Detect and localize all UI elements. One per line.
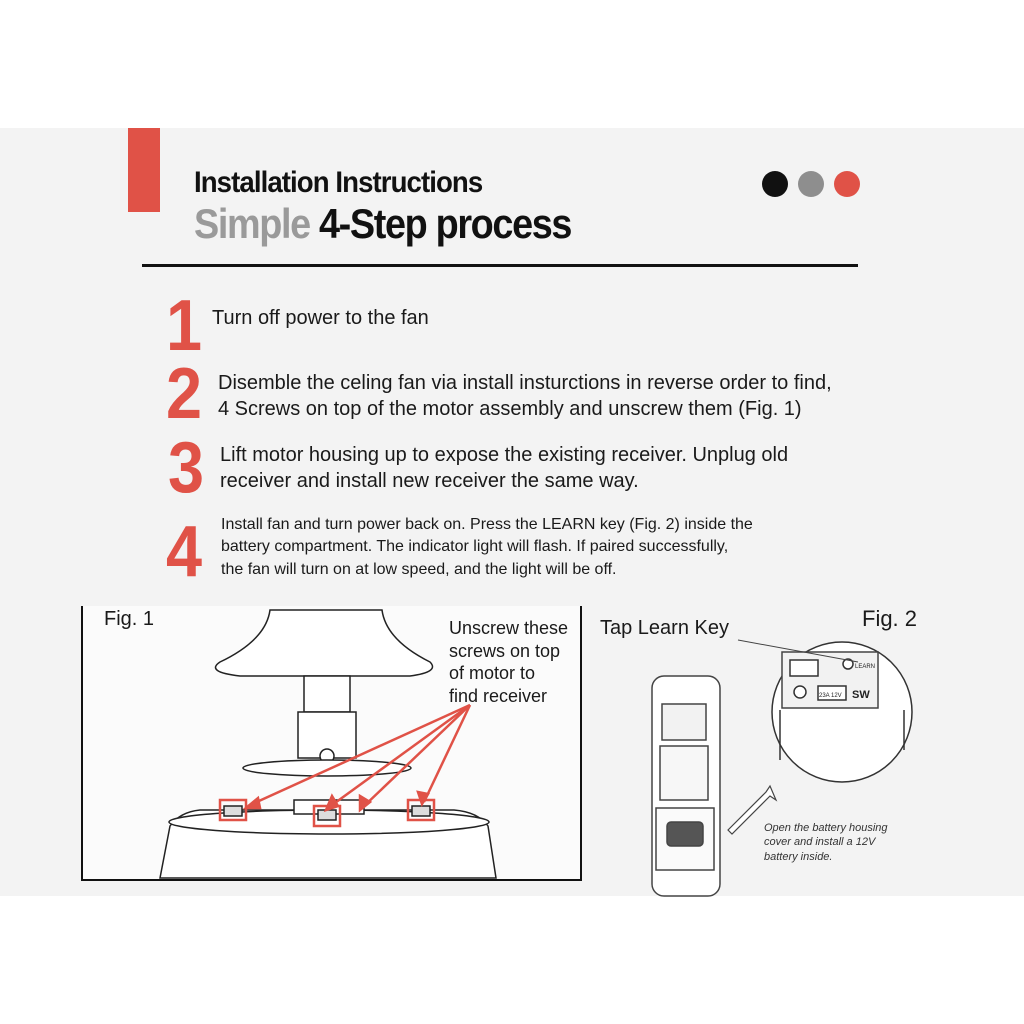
note-line: screws on top: [449, 640, 561, 661]
subtitle-dark-part: 4-Step process: [309, 200, 572, 247]
step-4-line-1: Install fan and turn power back on. Press the LEARN key (Fig. 2) inside the: [221, 516, 753, 533]
battery-spec-label: 23A 12V: [819, 693, 842, 699]
step-1-text: Turn off power to the fan: [212, 307, 429, 329]
battery-compartment-zoom: [772, 642, 912, 782]
page-title: Installation Instructions: [194, 166, 483, 199]
figure-2-label: Fig. 2: [862, 606, 918, 631]
step-4-line-3: the fan will turn on at low speed, and the light will be off.: [221, 560, 617, 578]
step-2-number: 2: [166, 354, 203, 434]
subtitle-gray-part: Simple: [194, 200, 310, 247]
step-1-number: 1: [166, 286, 203, 366]
step-3-line-1: Lift motor housing up to expose the existing receiver. Unplug old: [220, 444, 789, 466]
step-2-line-1: Disemble the celing fan via install insturctions in reverse order to find,: [218, 372, 832, 394]
note-line: Open the battery housing: [764, 822, 888, 834]
step-4-number: 4: [166, 512, 203, 592]
learn-key-label: LEARN: [855, 664, 876, 670]
step-3-number: 3: [168, 428, 205, 508]
step-3-line-2: receiver and install new receiver the same way.: [220, 470, 639, 492]
fan-motor-illustration: [160, 610, 496, 878]
remote-illustration: [652, 676, 720, 896]
note-line: find receiver: [449, 685, 548, 706]
note-line: Unscrew these: [449, 618, 569, 638]
note-line: of motor to: [449, 663, 536, 683]
figure-1-note: [449, 617, 589, 707]
step-4-line-2: battery compartment. The indicator light will flash. If paired successfully,: [221, 538, 729, 556]
screw-arrows: [246, 705, 470, 810]
step-2-line-2: 4 Screws on top of the motor assembly and unscrew them (Fig. 1): [218, 398, 802, 420]
note-line: cover and install a 12V: [764, 836, 876, 849]
note-line: battery inside.: [764, 850, 833, 863]
brand-label: SW: [852, 689, 870, 701]
learn-key-note: Tap Learn Key: [600, 617, 729, 639]
figure-1-label: Fig. 1: [104, 608, 155, 630]
battery-note: [764, 821, 934, 864]
